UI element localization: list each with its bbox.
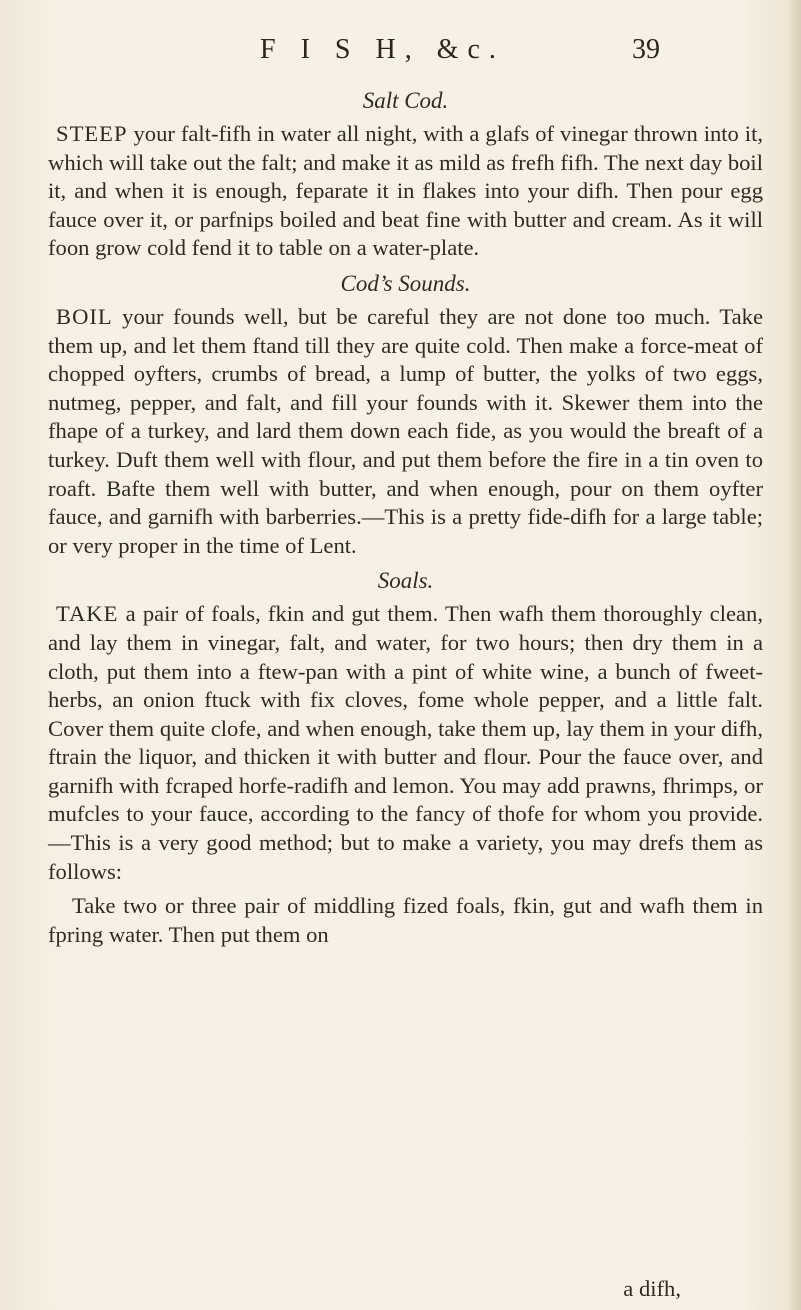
continuation-paragraph: Take two or three pair of middling fized foals, fkin, gut and wafh them in fpring water. Then put them on [48,893,763,947]
section-body [48,120,763,263]
section-title: Soals. [377,568,434,594]
section-body [48,303,763,560]
section-text: a pair of foals, fkin and gut them. Then wafh them thoroughly clean, and lay them in vinegar, falt, and water, for two hours; then dry them in a cloth, put them into a ftew-pan with a pint of white wine, a bunch of fweet-herbs, an onion ftuck with fix cloves, fome whole pepper, and a little falt. Cover them quite clofe, and when enough, take them up, lay them in your difh, ftrain the liquor, and thicken it with butter and flour. Pour the fauce over, and garnifh with fcraped horfe-radifh and lemon. You may add prawns, fhrimps, or mufcles to your fauce, according to the fancy of thofe for whom you provide.—This is a very good method; but to make a variety, you may drefs them as follows: [48,601,763,884]
section-lead-word: STEEP [56,121,128,146]
section-text: your falt-fifh in water all night, with a glafs of vinegar thrown into it, which will take out the falt; and make it as mild as frefh fifh. The next day boil it, and when it is enough, feparate it in flakes into your difh. Then pour egg fauce over it, or parfnips boiled and beat fine with butter and cream. As it will foon grow cold fend it to table on a water-plate. [48,121,763,261]
page-header [0,34,801,74]
page-number: 39 [632,34,660,65]
catchword: a difh, [623,1276,681,1301]
section-text: your founds well, but be careful they are not done too much. Take them up, and let them ftand till they are quite cold. Then make a force-meat of chopped oyfters, crumbs of bread, a lump of butter, the yolks of two eggs, nutmeg, pepper, and falt, and fill your founds with it. Skewer them into the fhape of a turkey, and lard them down each fide, as you would the breaft of a turkey. Duft them well with flour, and put them before the fire in a tin oven to roaft. Bafte them well with butter, and when enough, pour on them oyfter fauce, and garnifh with barberries.—This is a pretty fide-difh for a large table; or very proper in the time of Lent. [48,303,763,558]
section-title: Salt Cod. [362,88,449,113]
recipe-section-soals [48,566,763,949]
section-body [48,600,763,886]
page-edge-shadow [787,0,801,1310]
recipe-section-salt-cod [48,86,763,263]
page-content [48,86,763,949]
running-head: F I S H, &c. [260,34,505,65]
section-lead-word: BOIL [56,303,113,329]
section-title: Cod’s Sounds. [340,270,471,296]
recipe-section-cods-sounds [48,269,763,560]
section-lead-word: TAKE [56,601,119,627]
